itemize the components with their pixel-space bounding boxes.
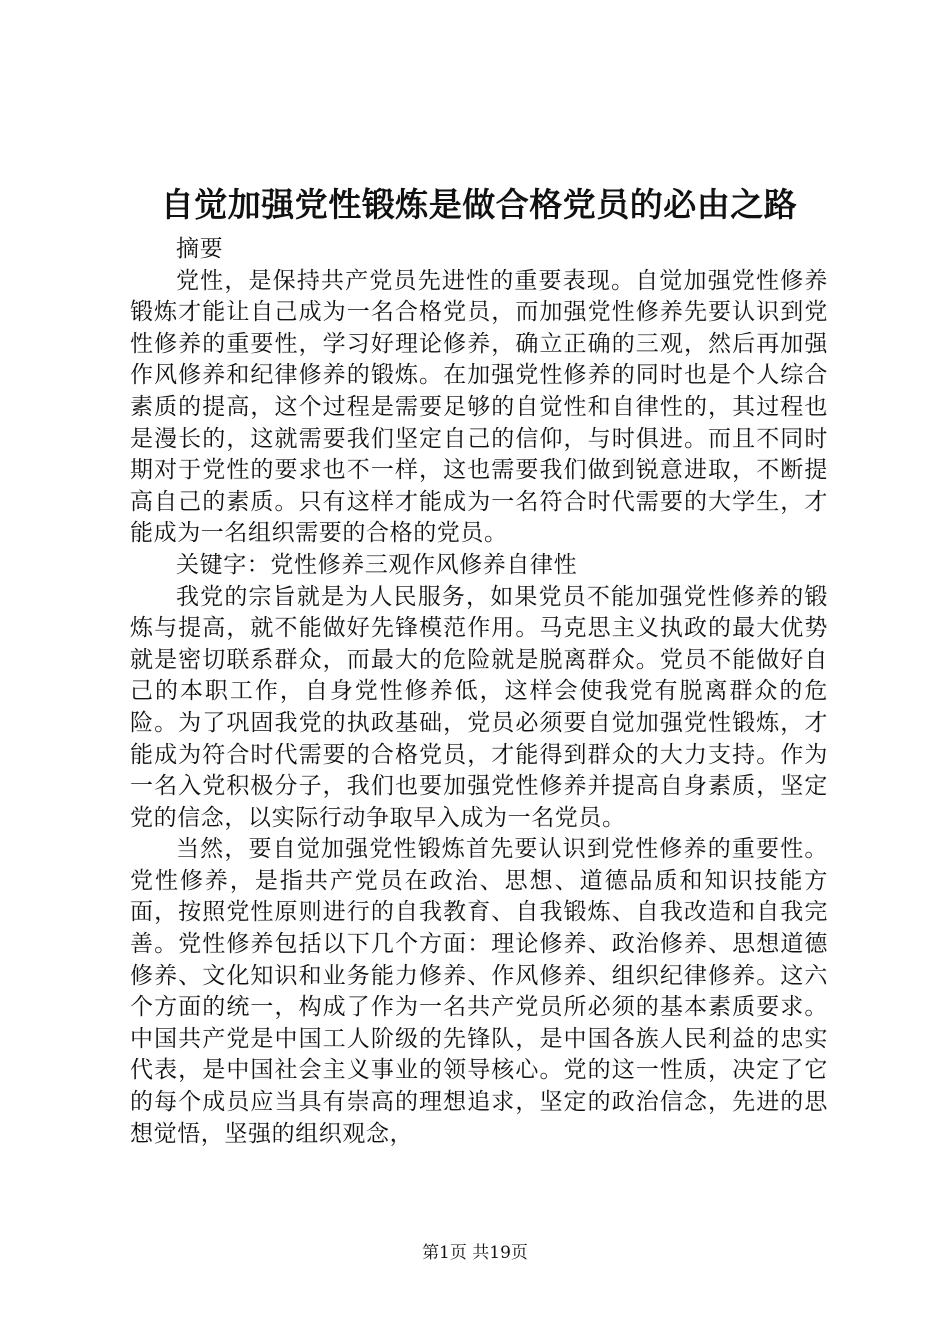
document-page (130, 180, 828, 1150)
keywords-line: 关键字：党性修养三观作风修养自律性 (176, 551, 578, 578)
body-paragraph: 当然，要自觉加强党性锻炼首先要认识到党性修养的重要性。党性修养，是指共产党员在政治、思想、道德品质和知识技能方面，按照党性原则进行的自我教育、自我锻炼、自我改造和自我完善。党性修养包括以下几个方面：理论修养、政治修养、思想道德修养、文化知识和业务能力修养、作风修养、组织纪律修养。这六个方面的统一，构成了作为一名共产党员所必须的基本素质要求。中国共产党是中国工人阶级的先锋队，是中国各族人民利益的忠实代表，是中国社会主义事业的领导核心。党的这一性质，决定了它的每个成员应当具有崇高的理想追求，坚定的政治信念，先进的思想觉悟，坚强的组织观念， (130, 836, 828, 1147)
page-number-footer: 第1页 共19页 (422, 1243, 528, 1263)
abstract-paragraph: 党性，是保持共产党员先进性的重要表现。自觉加强党性修养锻炼才能让自己成为一名合格党员，而加强党性修养先要认识到党性修养的重要性，学习好理论修养，确立正确的三观，然后再加强作风修养和纪律修养的锻炼。在加强党性修养的同时也是个人综合素质的提高，这个过程是需要足够的自觉性和自律性的，其过程也是漫长的，这就需要我们坚定自己的信仰，与时俱进。而且不同时期对于党性的要求也不一样，这也需要我们做到锐意进取，不断提高自己的素质。只有这样才能成为一名符合时代需要的大学生，才能成为一名组织需要的合格的党员。 (130, 267, 828, 547)
body-paragraph: 我党的宗旨就是为人民服务，如果党员不能加强党性修养的锻炼与提高，就不能做好先锋模范作用。马克思主义执政的最大优势就是密切联系群众，而最大的危险就是脱离群众。党员不能做好自己的本职工作，自身党性修养低，这样会使我党有脱离群众的危险。为了巩固我党的执政基础，党员必须要自觉加强党性锻炼，才能成为符合时代需要的合格党员，才能得到群众的大力支持。作为一名入党积极分子，我们也要加强党性修养并提高自身素质，坚定党的信念，以实际行动争取早入成为一名党员。 (130, 583, 828, 831)
abstract-heading: 摘要 (176, 236, 224, 262)
document-title: 自觉加强党性锻炼是做合格党员的必由之路 (160, 185, 798, 224)
